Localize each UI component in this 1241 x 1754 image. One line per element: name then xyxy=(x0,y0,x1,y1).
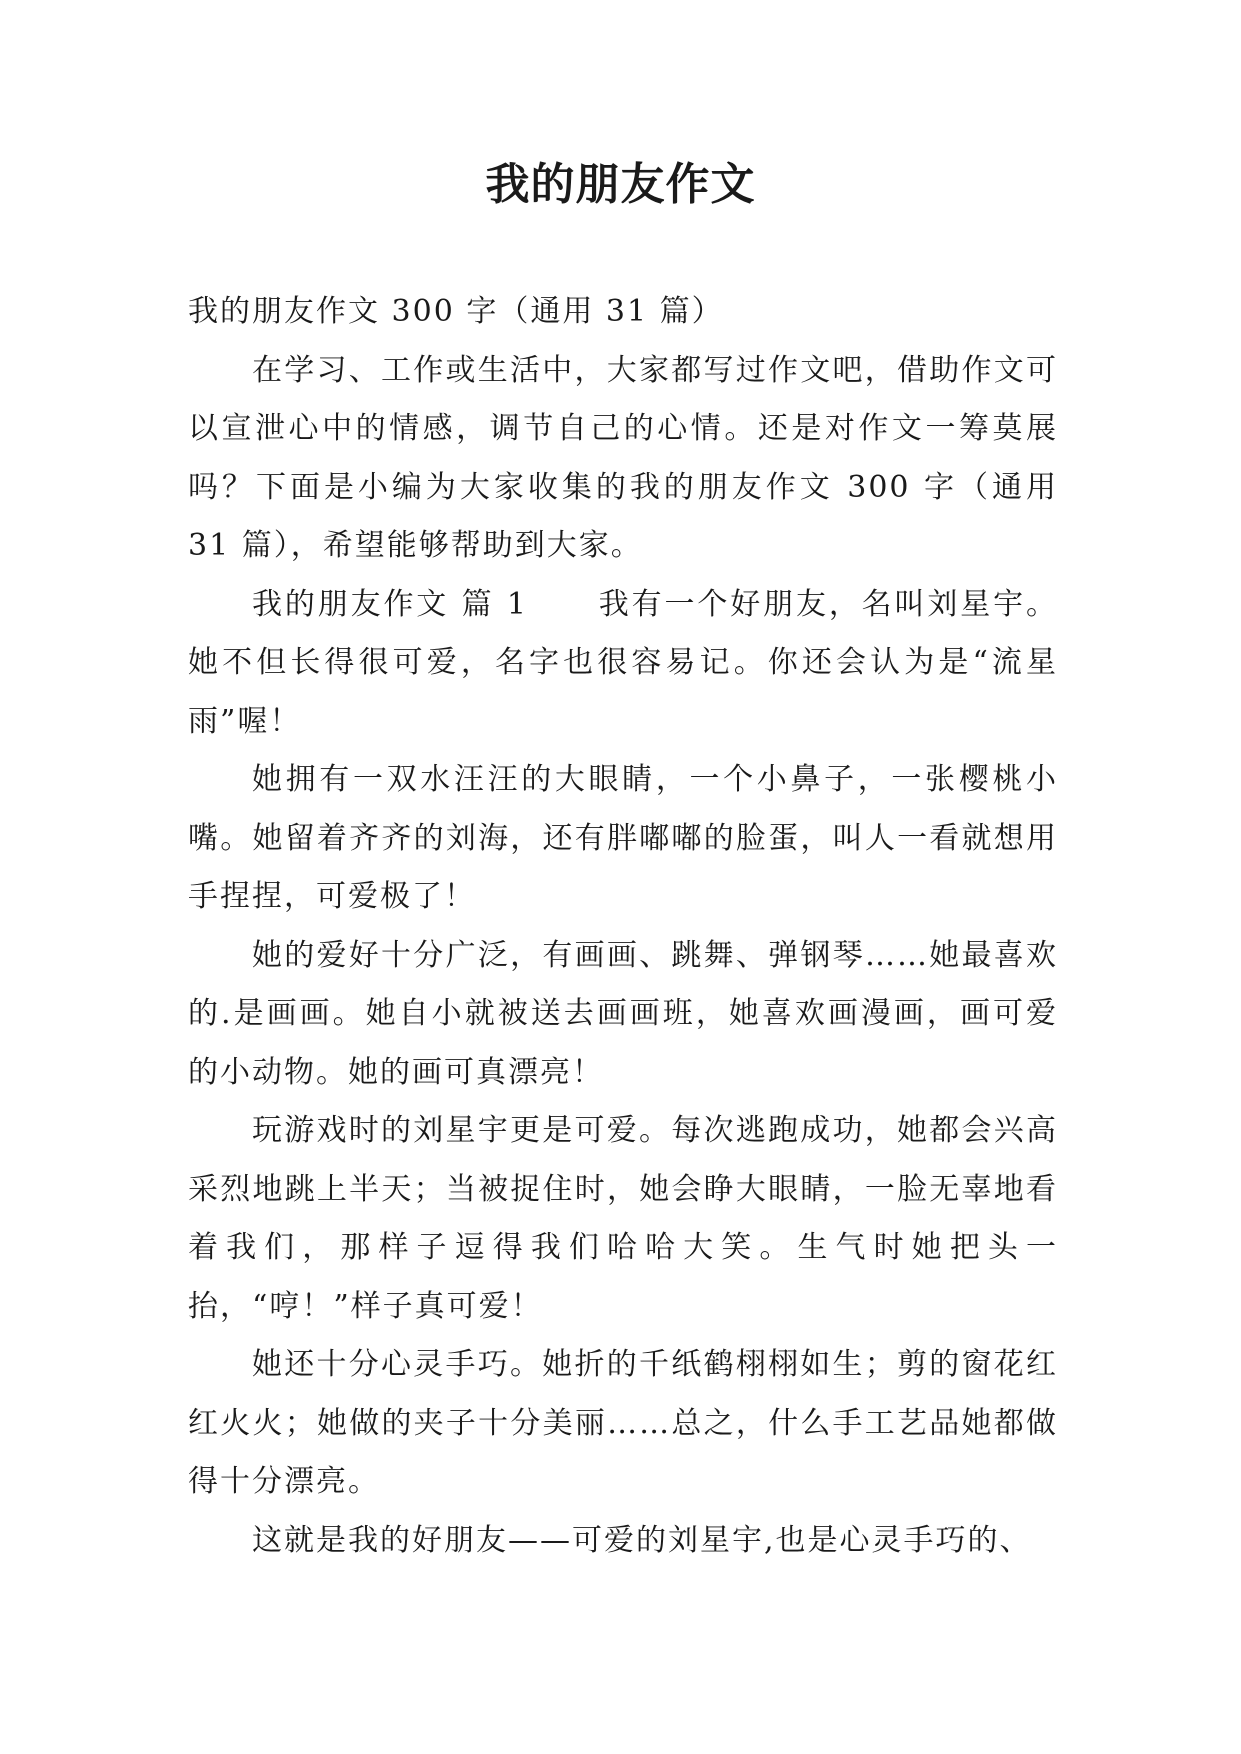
section-1-opening xyxy=(188,576,1058,752)
body-paragraph: 她还十分心灵手巧。她折的千纸鹤栩栩如生；剪的窗花红红火火；她做的夹子十分美丽……总之，什么手工艺品她都做得十分漂亮。 xyxy=(188,1347,1058,1499)
document-title: 我的朋友作文 xyxy=(485,159,756,210)
body-paragraph: 她的爱好十分广泛，有画画、跳舞、弹钢琴……她最喜欢的.是画画。她自小就被送去画画班，她喜欢画漫画，画可爱的小动物。她的画可真漂亮！ xyxy=(188,937,1058,1090)
intro-paragraph: 在学习、工作或生活中，大家都写过作文吧，借助作文可以宣泄心中的情感，调节自己的心情。还是对作文一筹莫展吗？下面是小编为大家收集的我的朋友作文 300 字（通用 31 篇），希望能够帮助到大家。 xyxy=(188,352,1058,563)
body-paragraph: 这就是我的好朋友——可爱的刘星宇,也是心灵手巧的、 xyxy=(252,1522,1032,1558)
document-body xyxy=(188,283,1058,1570)
body-paragraph: 她拥有一双水汪汪的大眼睛，一个小鼻子，一张樱桃小嘴。她留着齐齐的刘海，还有胖嘟嘟的脸蛋，叫人一看就想用手捏捏，可爱极了！ xyxy=(188,762,1058,914)
section-1-label: 我的朋友作文 篇 1 xyxy=(252,586,528,622)
document-subtitle: 我的朋友作文 300 字（通用 31 篇） xyxy=(188,294,724,329)
body-paragraph: 玩游戏时的刘星宇更是可爱。每次逃跑成功，她都会兴高采烈地跳上半天；当被捉住时，她会睁大眼睛，一脸无辜地看着我们，那样子逗得我们哈哈大笑。生气时她把头一抬，“哼！”样子真可爱！ xyxy=(188,1113,1058,1324)
section-1-first-text: 我有一个好朋友，名叫刘星宇。她不但长得很可爱，名字也很容易记。你还会认为是“流星雨”喔！ xyxy=(188,586,1058,739)
